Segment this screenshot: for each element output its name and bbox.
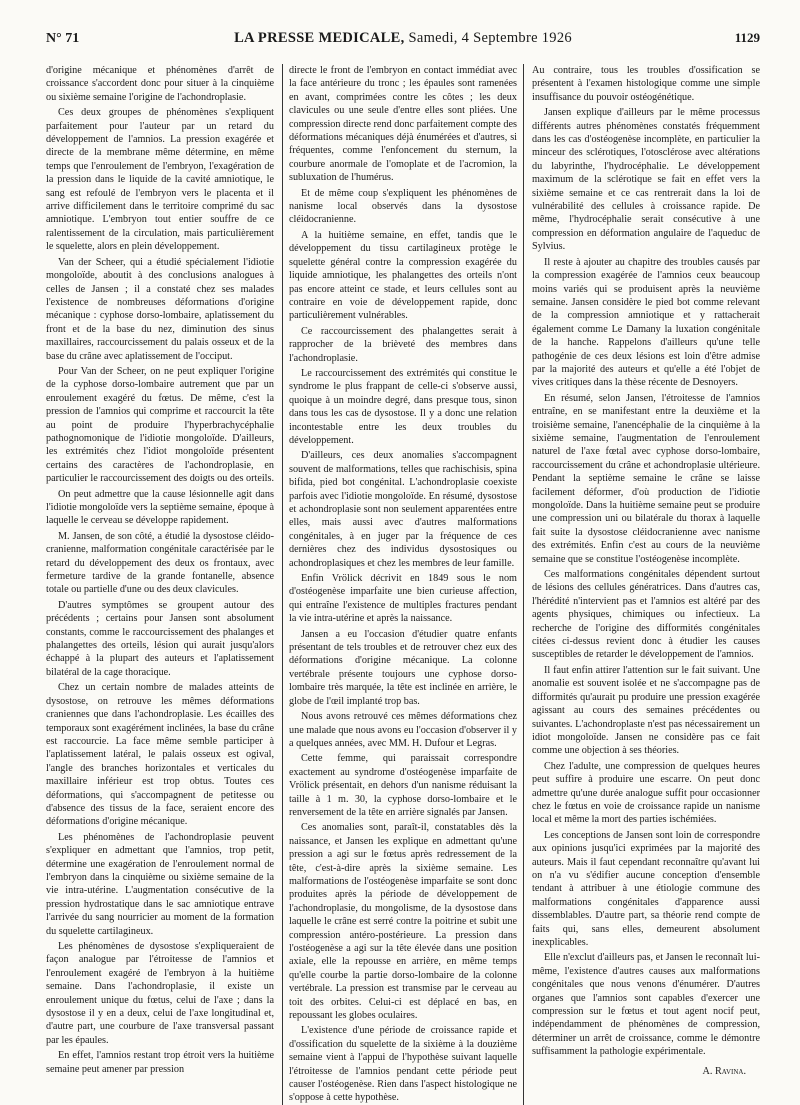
column-2 — [282, 64, 524, 1105]
column-1 — [46, 64, 274, 1105]
paragraph: Au contraire, tous les troubles d'ossification se présentent à l'examen histologique comme une simple insuffisance du pouvoir ostéogénétique. — [532, 65, 760, 103]
paragraph: A la huitième semaine, en effet, tandis que le développement du tissu cartilagineux protège le squelette général contre la compression exagérée du liquide amniotique, les phalangettes des orteils n'ont pas encore atteint ce stade, et leurs cellules sont au contraire en voie de développement rapide, donc particulièrement vulnérables. — [289, 229, 517, 322]
paragraph: Ce raccourcissement des phalangettes serait à rapprocher de la brièveté des membres dans l'achondroplasie. — [289, 325, 517, 364]
paragraph: On peut admettre que la cause lésionnelle agit dans l'idiotie mongoloïde vers la septième semaine, époque à laquelle le cerveau se développe rapidement. — [46, 488, 274, 527]
issue-date: Samedi, 4 Septembre 1926 — [408, 30, 572, 46]
paragraph: En effet, l'amnios restant trop étroit vers la huitième semaine peut amener par pression — [46, 1050, 274, 1075]
author-signature: A. Ravina. — [702, 1065, 746, 1077]
page-number: 1129 — [734, 30, 760, 45]
paragraph: D'ailleurs, ces deux anomalies s'accompagnent souvent de malformations, telles que rachischisis, spina bifida, pied bot congénital. L'achondroplasie coexiste parfois avec l'idiotie mongoloïde. En résumé, dysostose et achondroplasie sont non seulement apparentées entre elles, mais aussi avec d'autres malformations congénitales, à en juger par la fréquence de ces dernières chez des individus dysostosiques ou achondroplasiques et chez les membres de leur famille. — [289, 450, 517, 569]
paragraph: Enfin Vrölick décrivit en 1849 sous le nom d'ostéogenèse imparfaite une bien curieuse affection, qui entraîne l'existence de multiples fractures pendant la vie intra-utérine et après la naissance. — [289, 573, 517, 625]
paragraph: Ces deux groupes de phénomènes s'expliquent parfaitement pour l'auteur par un retard du développement de l'amnios. La pression exagérée et directe de la membrane même détermine, en même temps que l'enroulement de l'embryon, l'exagération de la pression dans le liquide de la cavité amniotique, le sang est refoulé de l'embryon vers le placenta et il arrive difficilement dans le territoire comprimé du sac amniotique. L'embryon tout entier souffre de ce ralentissement de la circulation, mais particulièrement le squelette, alors en plein développement. — [46, 107, 274, 253]
paragraph: Jansen explique d'ailleurs par le même processus différents autres phénomènes constatés fréquemment dans les cas d'ostéogenèse incomplète, en particulier la minceur des sclérotiques, l'otosclérose avec altérations du labyrinthe, l'hydrocéphalie. Le développement maximum de la sclérotique se fait en effet vers la sixième semaine et ce cas rentrerait dans la loi de vulnérabilité des cellules à croissance rapide. De même, l'hydrocéphalie serait consécutive à une compression en déformation angulaire de l'aqueduc de Sylvius. — [532, 107, 760, 253]
paragraph: Jansen a eu l'occasion d'étudier quatre enfants présentant de tels troubles et de retrouver chez eux des déformations d'origine mécanique. La colonne vertébrale présente toujours une cyphose dorso-lombaire très marquée, la tête est inclinée en arrière, le globe de l'œil implanté trop bas. — [289, 628, 517, 707]
paragraph: Pour Van der Scheer, on ne peut expliquer l'origine de la cyphose dorso-lombaire autrement que par un enroulement exagéré du fœtus. De même, c'est la pression de l'amnios qui comprime et raccourcit la tête au point de produire l'hyperbrachycéphalie pathognomonique de l'idiotie mongoloïde. D'ailleurs, les extrémités chez l'idiot mongoloïde présentent certains des caractères de l'achondroplasie, en particulier le raccourcissement des doigts ou des orteils. — [46, 365, 275, 485]
paragraph: L'existence d'une période de croissance rapide et d'ossification du squelette de la sixième à la douzième semaine vient à l'appui de l'hypothèse suivant laquelle l'étroitesse de l'amnios pendant cette période peut causer l'ostéogenèse. Rien dans l'aspect histologique ne s'oppose à cette hypothèse. — [289, 1025, 517, 1104]
paragraph: Les phénomènes de dysostose s'expliqueraient de façon analogue par l'étroitesse de l'amnios et l'enroulement exagéré de l'embryon à la huitième semaine. Dans l'achondroplasie, il existe un enroulement unique du fœtus, celui de l'axe ; dans la dysostose il y en a deux, celui de l'axe longitudinal et, d'autre part, une courbure de l'axe transversal passant par les épaules. — [46, 941, 274, 1046]
paragraph: Et de même coup s'expliquent les phénomènes de nanisme local observés dans la dysostose cléidocranienne. — [289, 187, 517, 226]
journal-masthead — [234, 30, 572, 47]
page-header — [46, 30, 760, 58]
paragraph: Les phénomènes de l'achondroplasie peuvent s'expliquer en admettant que l'amnios, trop petit, détermine une exagération de l'enroulement normal de l'embryon dans la cinquième ou sixième semaine de la vie intra-utérine. L'augmentation consécutive de la pression hydrostatique dans le sac amniotique entrave l'arrivée du sang nourricier au moment de la formation du squelette cartilagineux. — [46, 831, 274, 937]
paragraph: Ces malformations congénitales dépendent surtout de lésions des cellules génératrices. Dans d'autres cas, l'hérédité n'intervient pas et l'amnios est altéré par des agents physiques, chimiques ou infectieux. La recherche de l'origine des difformités congénitales citées ci-dessus revient donc à étudier les causes susceptibles de retarder le développement de l'amnios. — [532, 569, 760, 661]
paragraph: Les conceptions de Jansen sont loin de correspondre aux opinions jusqu'ici exprimées par la majorité des auteurs. Mais il faut cependant reconnaître qu'avant lui on n'a vu s'édifier aucune conception d'ensemble tendant à attribuer à une étiologie commune des malformations congénitales d'apparence aussi dissemblables. D'autre part, sa théorie rend compte de faits qui, sans elles, demeurent absolument inexplicables. — [532, 829, 760, 948]
paragraph: M. Jansen, de son côté, a étudié la dysostose cléido-cranienne, malformation congénitale caractérisée par le retard du développement des deux os frontaux, avec fermeture tardive de la grande fontanelle, absence totale ou partielle d'une ou des deux clavicules. — [46, 530, 274, 596]
paragraph: D'autres symptômes se groupent autour des précédents ; certains pour Jansen sont absolument constants, comme le raccourcissement des phalanges et phalangettes des orteils, lésion qui aurait jusqu'alors échappé à la plupart des auteurs et l'aplatissement bilatéral de la cage thoracique. — [46, 599, 274, 678]
paragraph: En résumé, selon Jansen, l'étroitesse de l'amnios entraîne, en se manifestant entre la deuxième et la troisième semaine, l'anencéphalie de la cinquième à la sixième semaine, l'augmentation de l'enroulement naturel de l'axe fœtal avec cyphose dorso-lombaire, raccourcissement du crâne et achondroplasie ultérieure. Pendant la septième semaine le crâne se laisse facilement déformer, d'où production de l'idiotie mongoloïde. Dans la huitième semaine peut se produire une compression uni ou bilatérale du thorax à laquelle fait suite la dysostose cléidocranienne avec nanisme des extrémités. Enfin c'est au cours de la neuvième semaine que se constitue l'ostéogenèse incomplète. — [532, 392, 760, 565]
paragraph: d'origine mécanique et phénomènes d'arrêt de croissance s'accordent donc pour situer à la cinquième ou sixième semaine l'origine de l'achondroplasie. — [46, 65, 274, 103]
paragraph: Chez un certain nombre de malades atteints de dysostose, on retrouve les mêmes déformations craniennes que dans l'achondroplasie. Les écailles des temporaux sont exagérément inclinées, la base du crâne est raccourcie. La face même semble participer à l'aplatissement latéral, le palais osseux est ogival, l'angle des branches horizontales et verticales du maxillaire inférieur est trop obtus. Toutes ces déformations, qui s'accompagnent de petitesse ou d'absence des tissus de la face, seraient encore des déformations d'origine mécanique. — [46, 682, 274, 828]
paragraph: Cette femme, qui paraissait correspondre exactement au syndrome d'ostéogenèse imparfaite de Vrölick présentait, en dehors d'un nanisme réduisant la taille à 1 m. 30, la cyphose dorso-lombaire et le renversement de la tête en arrière signalés par Jansen. — [289, 753, 517, 818]
paragraph: Elle n'exclut d'ailleurs pas, et Jansen le reconnaît lui-même, l'existence d'autres causes aux malformations congénitales que nous venons d'énumérer. D'autres organes que l'amnios sont capables d'exercer une compression sur le fœtus et tout agent nocif peut, indépendamment de phénomènes de compression, déterminer un arrêt de croissance, comme le démontre suffisamment la pathologie expérimentale. — [532, 952, 760, 1058]
paragraph: Le raccourcissement des extrémités qui constitue le syndrome le plus frappant de celle-ci s'observe aussi, quoique à un moindre degré, dans presque tous, sinon dans tous les cas de dysostose. Il y a donc une relation incontestable entre les deux troubles du développement. — [289, 367, 517, 446]
paragraph: Il reste à ajouter au chapitre des troubles causés par la compression exagérée de l'amnios ceux beaucoup moins variés qui se produisent après la neuvième semaine. Jansen considère le pied bot comme relevant de la compression amniotique et y rattacherait également comme Le Damany la luxation congénitale de la hanche. Rappelons d'ailleurs qu'une telle pathogénie de ces deux lésions est loin d'être admise par la majorité des auteurs et qu'elle a été l'objet de vives critiques dans la thèse récente de Desnoyers. — [532, 256, 760, 389]
paragraph: Van der Scheer, qui a étudié spécialement l'idiotie mongoloïde, aboutit à des conclusions analogues à celles de Jansen ; il a constaté chez ses malades l'existence de nombreuses déformations d'origine mécanique : cyphose dorso-lombaire, aplatissement du front et de la base du nez, diminution des sinus maxillaires, raccourcissement du palais osseux et de la base du crâne avec aplatissement de l'occiput. — [46, 256, 274, 362]
paragraph: Nous avons retrouvé ces mêmes déformations chez une malade que nous avons eu l'occasion d'observer il y a quelques années, avec MM. H. Dufour et Legras. — [289, 711, 517, 749]
journal-title: LA PRESSE MEDICALE, — [234, 30, 405, 46]
paragraph: directe le front de l'embryon en contact immédiat avec la face antérieure du tronc ; les épaules sont ramenées en avant, comprimées contre les côtes ; les deux clavicules ou une seule d'entre elles sont pliées. Une compression directe rend donc parfaitement compte des déformations mécaniques déjà énumérées et d'autres, si fréquentes, comme l'enfoncement du sternum, la courbure anormale de l'omoplate et de l'acromion, la subluxation de l'humérus. — [289, 65, 517, 184]
paragraph: Chez l'adulte, une compression de quelques heures peut suffire à produire une escarre. On peut donc admettre qu'une durée analogue suffit pour occasionner chez le fœtus en voie de croissance rapide un nanisme local et même la mort des parties ischémiées. — [532, 760, 760, 826]
column-3 — [532, 64, 760, 1105]
issue-number: N° 71 — [46, 31, 80, 46]
paragraph: Il faut enfin attirer l'attention sur le fait suivant. Une anomalie est souvent isolée et ne s'accompagne pas de difformités qu'aurait pu produire une pression exagérée agissant au cours des semaines précédentes ou suivantes. L'achondroplaste n'est pas nécessairement un idiot mongoloïde. Jansen ne considère pas ce fait comme une objection à ses théories. — [532, 664, 760, 757]
article-body — [46, 64, 760, 1105]
paragraph: Ces anomalies sont, paraît-il, constatables dès la naissance, et Jansen les explique en admettant qu'une pression a agi sur le fœtus après redressement de la tête, c'est-à-dire après la sixième semaine. Les malformations de l'ostéogenèse imparfaite se sont donc produites après la période de développement de l'achondroplasie, du mongolisme, de la dysostose dans laquelle le crâne est serré contre la poitrine et subit une compression antéro-postérieure. La pression dans l'ostéogenèse a agi sur la tête élevée dans une position axiale, elle la repousse en arrière, en même temps qu'elle courbe la partie dorso-lombaire de la colonne vertébrale. La pression est transmise par le cerveau au toit des orbites. Celui-ci est déplacé en bas, en repoussant les globes oculaires. — [289, 822, 517, 1022]
